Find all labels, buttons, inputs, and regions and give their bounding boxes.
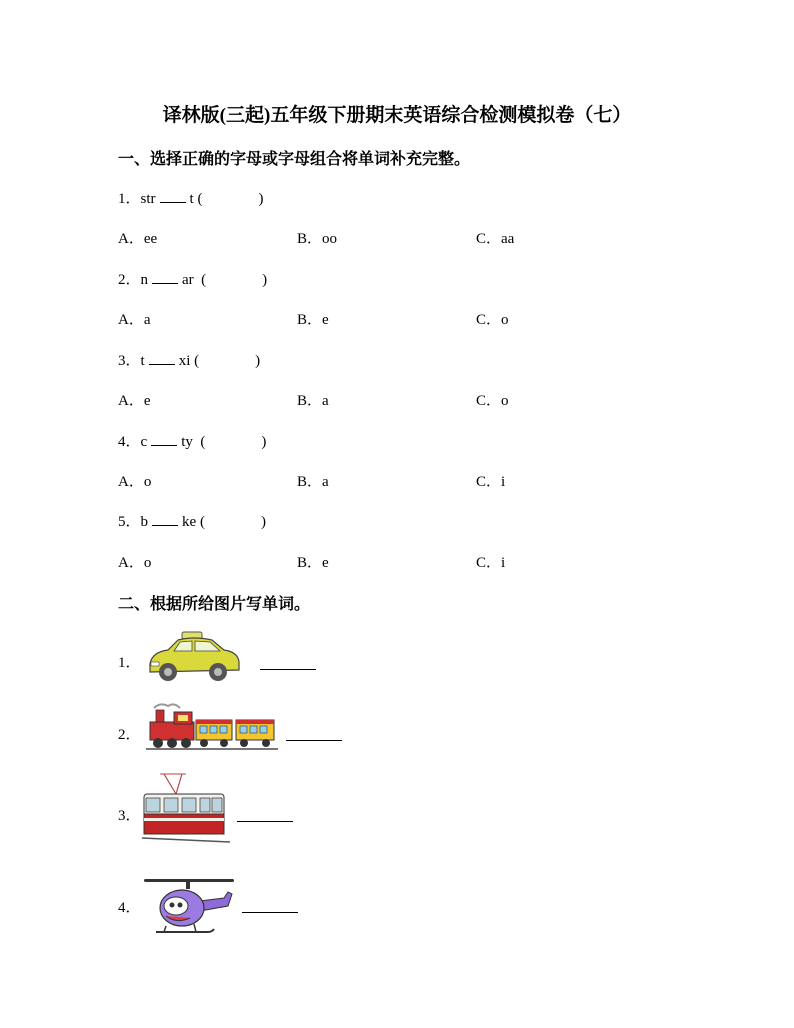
word-suffix: ty: [181, 434, 193, 450]
option-b: B．e: [297, 555, 329, 571]
picture-item-2-number: 2．: [118, 727, 141, 743]
picture-item-1-number: 1．: [118, 655, 141, 671]
paren-open: (: [201, 272, 207, 288]
word-prefix: t: [140, 353, 145, 369]
option-c: C．o: [476, 312, 509, 328]
word-prefix: b: [140, 514, 149, 530]
paren-open: (: [194, 353, 200, 369]
answer-line-2[interactable]: [286, 740, 342, 741]
option-b: B．e: [297, 312, 329, 328]
option-b: B．oo: [297, 231, 338, 247]
option-c: C．o: [476, 393, 509, 409]
paren-close: ): [261, 434, 267, 450]
word-prefix: c: [140, 434, 148, 450]
paren-close: ): [262, 272, 268, 288]
train-icon: [146, 702, 278, 754]
word-prefix: str: [140, 191, 156, 207]
answer-blank[interactable]: [160, 190, 186, 203]
paren-close: ): [260, 514, 266, 530]
word-suffix: t: [189, 191, 194, 207]
answer-blank[interactable]: [149, 352, 175, 365]
question-5: [118, 510, 266, 531]
option-b: B．a: [297, 474, 329, 490]
question-3: [118, 349, 260, 370]
answer-line-4[interactable]: [242, 912, 298, 913]
option-a: A．a: [118, 312, 151, 328]
word-suffix: xi: [178, 353, 191, 369]
paren-open: (: [200, 434, 206, 450]
question-number: 3．: [118, 353, 141, 369]
word-suffix: ke: [182, 514, 197, 530]
paren-close: ): [255, 353, 261, 369]
option-a: A．ee: [118, 231, 158, 247]
answer-blank[interactable]: [151, 433, 177, 446]
picture-item-3-number: 3．: [118, 808, 141, 824]
answer-blank[interactable]: [152, 271, 178, 284]
question-number: 2．: [118, 272, 141, 288]
section2-heading: 二、根据所给图片写单词。: [118, 596, 311, 613]
section1-heading: 一、选择正确的字母或字母组合将单词补充完整。: [118, 151, 471, 168]
question-1: [118, 187, 263, 208]
page-title: 译林版(三起)五年级下册期末英语综合检测模拟卷（七）: [162, 105, 632, 126]
option-c: C．i: [476, 555, 506, 571]
question-number: 4．: [118, 434, 141, 450]
option-a: A．o: [118, 555, 152, 571]
word-prefix: n: [140, 272, 149, 288]
question-number: 5．: [118, 514, 141, 530]
paren-close: ): [258, 191, 264, 207]
option-c: C．i: [476, 474, 506, 490]
option-b: B．a: [297, 393, 329, 409]
option-a: A．o: [118, 474, 152, 490]
question-4: [118, 430, 266, 451]
option-a: A．e: [118, 393, 151, 409]
taxi-icon: [146, 630, 242, 686]
paren-open: (: [199, 514, 205, 530]
answer-line-1[interactable]: [260, 669, 316, 670]
answer-line-3[interactable]: [237, 821, 293, 822]
picture-item-4-number: 4．: [118, 900, 141, 916]
helicopter-icon: [144, 874, 236, 938]
question-number: 1．: [118, 191, 141, 207]
question-2: [118, 268, 267, 289]
paren-open: (: [197, 191, 203, 207]
tram-icon: [142, 772, 230, 844]
answer-blank[interactable]: [152, 513, 178, 526]
word-suffix: ar: [182, 272, 194, 288]
option-c: C．aa: [476, 231, 515, 247]
